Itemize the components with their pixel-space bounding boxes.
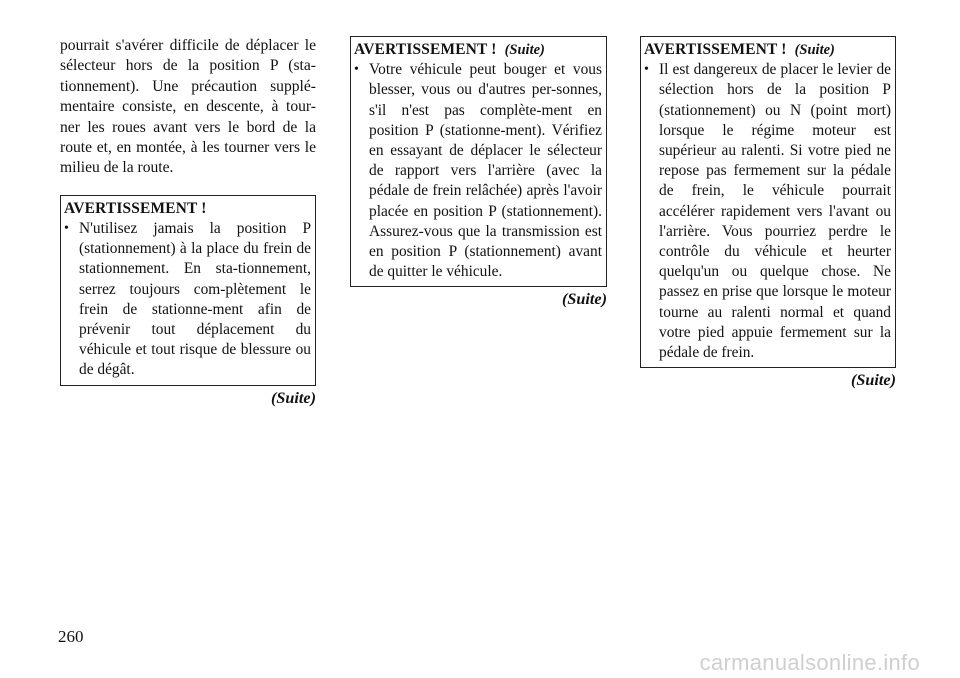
warning-title: AVERTISSEMENT !: [354, 41, 497, 58]
warning-box-2: [350, 36, 607, 287]
warning-item: [644, 60, 891, 363]
watermark: carmanualsonline.info: [699, 650, 920, 675]
warning-title: AVERTISSEMENT !: [644, 41, 787, 58]
column-1: [60, 36, 316, 408]
bullet-icon: •: [354, 62, 359, 78]
warning-item: [354, 60, 602, 282]
body-paragraph: pourrait s'avérer difficile de déplacer le sélecteur hors de la position P (sta-tionnement). Une précaution supplé-mentaire consiste, en descente, à tour-ner les roues avant vers le bord de la route et, en montée, à les tourner vers le milieu de la route.: [60, 37, 316, 177]
warning-list: [354, 60, 602, 282]
warning-item: [64, 219, 311, 381]
continued-label: (Suite): [851, 371, 896, 390]
warning-text: Votre véhicule peut bouger et vous blesser, vous ou d'autres per-sonnes, s'il n'est pas complète-ment en position P (stationne-ment). Vérifiez en essayant de déplacer le sélecteur de rapport vers l'arrière (avec la pédale de frein relâchée) après l'avoir placée en position P (stationnement). Assurez-vous que la transmission est en position P (stationnement) avant de quitter le véhicule.: [369, 61, 602, 281]
warning-text: Il est dangereux de placer le levier de sélection hors de la position P (stationnement) ou N (point mort) lorsque le régime moteur est supérieur au ralenti. Si votre pied ne repose pas fermement sur la pédale de frein, le véhicule pourrait accélérer rapidement vers l'avant ou l'arrière. Vous pourriez perdre le contrôle du véhicule et heurter quelqu'un ou quelque chose. Ne passez en prise que lorsque le moteur tourne au ralenti normal et quand votre pied appuie fermement sur la pédale de frein.: [659, 61, 891, 362]
continued-label: (Suite): [562, 290, 607, 309]
warning-title-suffix: (Suite): [504, 42, 545, 58]
continued-label: (Suite): [271, 388, 316, 407]
column-2: [350, 36, 607, 309]
warning-list: [644, 60, 891, 363]
warning-title: AVERTISSEMENT !: [64, 199, 207, 217]
warning-box-3: [640, 36, 896, 368]
warning-box-1: [60, 195, 316, 386]
bullet-icon: •: [64, 221, 69, 237]
column-3: [640, 36, 896, 390]
warning-title-suffix: (Suite): [794, 42, 835, 58]
bullet-icon: •: [644, 62, 649, 78]
warning-text: N'utilisez jamais la position P (stationnement) à la place du frein de stationnement. En sta-tionnement, serrez toujours com-plètement le frein de stationne-ment afin de prévenir tout déplacement du véhicule et tout risque de blessure ou de dégât.: [79, 220, 311, 379]
page-number: 260: [58, 627, 84, 646]
warning-list: [64, 219, 311, 381]
warning-heading: [354, 40, 602, 60]
warning-heading: [644, 40, 891, 60]
